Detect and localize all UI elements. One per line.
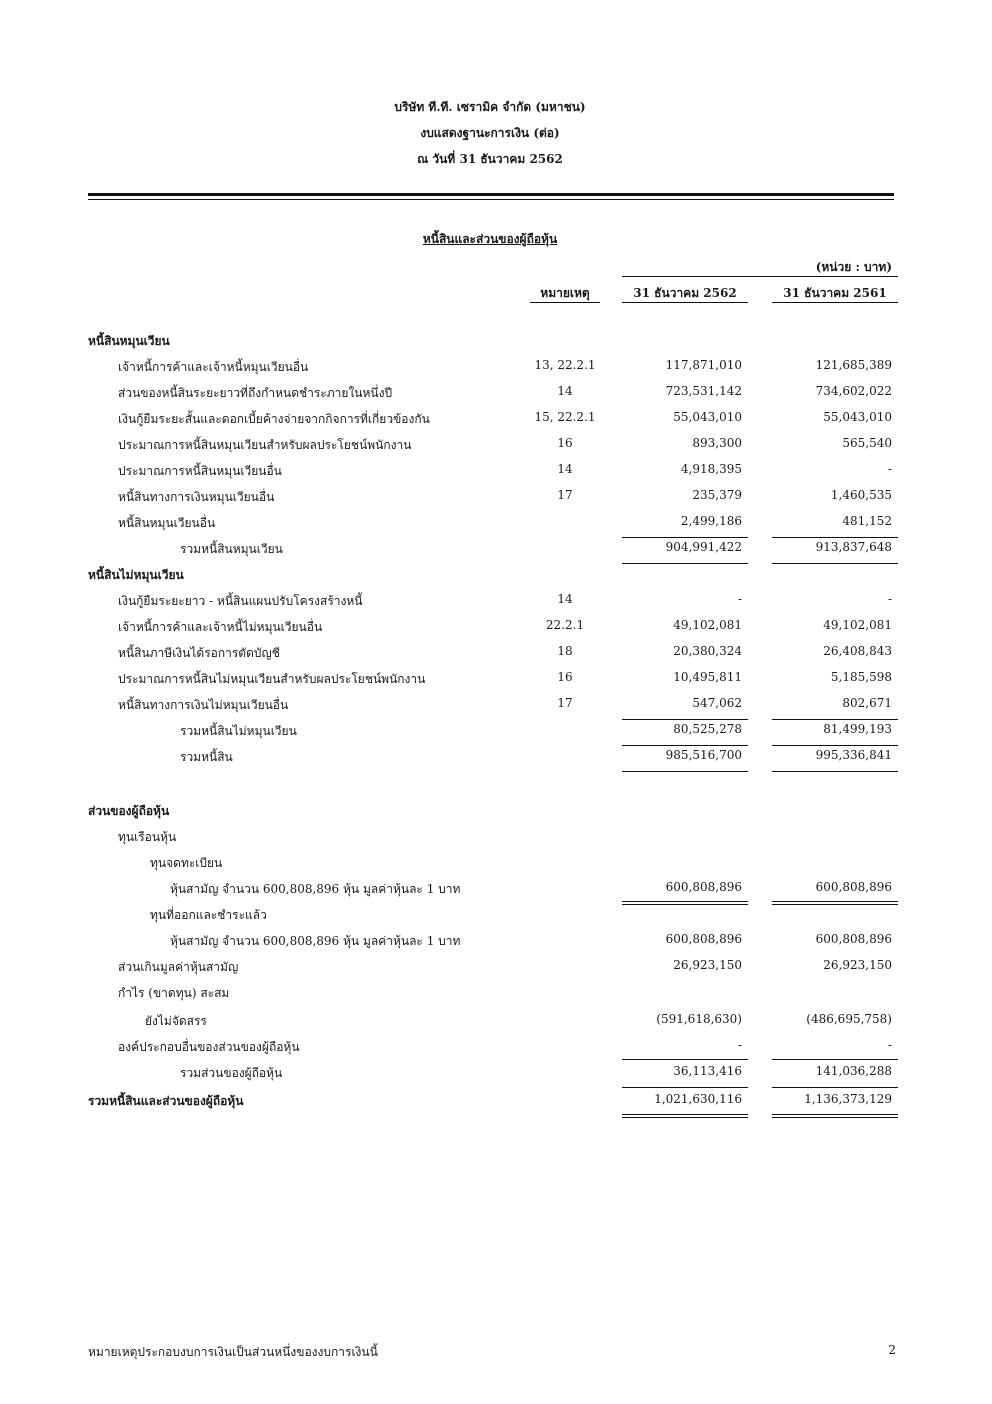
row-value-2562: - [737,592,742,606]
row-value-2561: - [887,1038,892,1052]
table-row [0,1012,992,1038]
row-label: รวมหนี้สินและส่วนของผู้ถือหุ้น [88,1094,244,1108]
subtotal-rule [772,1087,898,1088]
row-value-2561: 26,923,150 [823,958,892,972]
row-label: ส่วนเกินมูลค่าหุ้นสามัญ [118,960,239,974]
table-row [0,1038,992,1064]
row-value-2561: 121,685,389 [815,358,892,372]
row-label: ประมาณการหนี้สินไม่หมุนเวียนสำหรับผลประโยชน์พนักงาน [118,672,426,686]
double-rule [622,1117,748,1118]
row-note: 16 [557,670,573,684]
table-row [0,984,992,1010]
table-row [0,358,992,384]
header-rule-thin [88,199,894,200]
table-row [0,932,992,958]
row-value-2562: 985,516,700 [665,748,742,762]
row-label: ทุนจดทะเบียน [150,856,223,870]
table-row [0,802,992,828]
table-row [0,670,992,696]
unit-rule [622,276,898,277]
row-value-2561: 481,152 [842,514,892,528]
subtotal-rule [772,771,898,772]
row-label: รวมหนี้สินหมุนเวียน [180,542,283,556]
table-row [0,488,992,514]
col-header-note: หมายเหตุ [540,286,590,300]
row-note: 14 [557,592,573,606]
row-label: กำไร (ขาดทุน) สะสม [118,986,230,1000]
table-row [0,436,992,462]
row-value-2561: 600,808,896 [815,880,892,894]
row-label: เจ้าหนี้การค้าและเจ้าหนี้ไม่หมุนเวียนอื่น [118,620,323,634]
row-value-2562: 1,021,630,116 [654,1092,742,1106]
row-value-2562: 235,379 [692,488,742,502]
row-value-2562: - [737,1038,742,1052]
row-value-2562: 600,808,896 [665,880,742,894]
row-label: ส่วนของหนี้สินระยะยาวที่ถึงกำหนดชำระภายในหนึ่งปี [118,386,393,400]
row-value-2561: 81,499,193 [823,722,892,736]
row-label: หุ้นสามัญ จำนวน 600,808,896 หุ้น มูลค่าหุ้นละ 1 บาท [170,934,461,948]
subtotal-rule [622,1059,748,1060]
row-note: 18 [557,644,573,658]
subtotal-rule [772,719,898,720]
col-header-2561: 31 ธันวาคม 2561 [783,286,887,300]
row-value-2561: 600,808,896 [815,932,892,946]
table-row [0,644,992,670]
subtotal-rule [772,745,898,746]
row-value-2562: 547,062 [692,696,742,710]
unit-label: (หน่วย : บาท) [815,260,892,274]
row-value-2561: (486,695,758) [806,1012,892,1026]
table-row [0,462,992,488]
subtotal-rule [622,719,748,720]
row-note: 17 [557,696,573,710]
row-value-2561: 55,043,010 [823,410,892,424]
subtotal-rule [622,537,748,538]
row-label: เงินกู้ยืมระยะยาว - หนี้สินแผนปรับโครงสร้างหนี้ [118,594,363,608]
row-label: ยังไม่จัดสรร [145,1014,207,1028]
row-note: 16 [557,436,573,450]
subtotal-rule [622,1087,748,1088]
row-note: 13, 22.2.1 [534,358,596,372]
row-label: เจ้าหนี้การค้าและเจ้าหนี้หมุนเวียนอื่น [118,360,309,374]
row-value-2562: 80,525,278 [673,722,742,736]
table-row [0,410,992,436]
table-row [0,906,992,932]
row-label: หนี้สินทางการเงินไม่หมุนเวียนอื่น [118,698,289,712]
row-label: ประมาณการหนี้สินหมุนเวียนสำหรับผลประโยชน์พนักงาน [118,438,412,452]
row-value-2562: 36,113,416 [673,1064,742,1078]
row-note: 14 [557,462,573,476]
table-row [0,958,992,984]
double-rule [772,904,898,905]
subtotal-rule [772,1059,898,1060]
statement-date: ณ วันที่ 31 ธันวาคม 2562 [417,152,563,166]
row-label: รวมหนี้สินไม่หมุนเวียน [180,724,297,738]
row-note: 14 [557,384,573,398]
row-value-2561: 26,408,843 [823,644,892,658]
col-rule-note [530,302,600,303]
col-header-2562: 31 ธันวาคม 2562 [633,286,737,300]
row-value-2562: 26,923,150 [673,958,742,972]
row-value-2562: 4,918,395 [680,462,742,476]
row-value-2562: 600,808,896 [665,932,742,946]
header-rule-thick [88,193,894,196]
subtotal-rule [622,745,748,746]
row-value-2562: 10,495,811 [673,670,742,684]
subtotal-rule [772,537,898,538]
statement-title: งบแสดงฐานะการเงิน (ต่อ) [420,126,560,140]
row-value-2561: - [887,592,892,606]
row-value-2562: 723,531,142 [665,384,742,398]
row-label: หนี้สินหมุนเวียนอื่น [118,516,216,530]
row-value-2562: 893,300 [692,436,742,450]
row-value-2561: 1,136,373,129 [804,1092,892,1106]
row-value-2562: 117,871,010 [665,358,742,372]
row-label: ส่วนของผู้ถือหุ้น [88,804,170,818]
row-value-2561: 734,602,022 [815,384,892,398]
row-value-2562: 20,380,324 [673,644,742,658]
row-value-2561: 802,671 [842,696,892,710]
subtotal-rule [622,771,748,772]
row-note: 17 [557,488,573,502]
row-label: หนี้สินไม่หมุนเวียน [88,568,184,582]
row-label: หนี้สินภาษีเงินได้รอการตัดบัญชี [118,646,280,660]
row-value-2561: 5,185,598 [830,670,892,684]
table-row [0,880,992,906]
row-value-2562: 49,102,081 [673,618,742,632]
table-row [0,618,992,644]
footer-note: หมายเหตุประกอบงบการเงินเป็นส่วนหนึ่งของงบการเงินนี้ [88,1345,378,1359]
table-row [0,566,992,592]
double-rule [622,901,748,902]
table-row [0,854,992,880]
row-label: รวมส่วนของผู้ถือหุ้น [180,1066,283,1080]
section-title: หนี้สินและส่วนของผู้ถือหุ้น [422,232,558,246]
row-value-2561: 49,102,081 [823,618,892,632]
row-label: หนี้สินทางการเงินหมุนเวียนอื่น [118,490,275,504]
subtotal-rule [622,563,748,564]
row-value-2562: 55,043,010 [673,410,742,424]
row-value-2561: 913,837,648 [815,540,892,554]
page-number: 2 [888,1343,896,1357]
row-label: รวมหนี้สิน [180,750,233,764]
subtotal-rule [772,563,898,564]
row-value-2561: 565,540 [842,436,892,450]
row-label: หุ้นสามัญ จำนวน 600,808,896 หุ้น มูลค่าหุ้นละ 1 บาท [170,882,461,896]
double-rule [622,1114,748,1115]
row-label: เงินกู้ยืมระยะสั้นและดอกเบี้ยค้างจ่ายจากกิจการที่เกี่ยวข้องกัน [118,412,430,426]
row-label: ประมาณการหนี้สินหมุนเวียนอื่น [118,464,282,478]
double-rule [772,901,898,902]
row-label: หนี้สินหมุนเวียน [88,334,170,348]
row-note: 15, 22.2.1 [534,410,596,424]
row-value-2562: 2,499,186 [680,514,742,528]
col-rule-2562 [622,302,748,303]
table-row [0,592,992,618]
row-label: องค์ประกอบอื่นของส่วนของผู้ถือหุ้น [118,1040,300,1054]
row-note: 22.2.1 [545,618,585,632]
double-rule [772,1114,898,1115]
row-value-2561: 995,336,841 [815,748,892,762]
row-value-2561: - [887,462,892,476]
row-label: ทุนที่ออกและชำระแล้ว [150,908,267,922]
row-value-2562: 904,991,422 [665,540,742,554]
row-value-2561: 1,460,535 [830,488,892,502]
table-row [0,828,992,854]
table-row [0,332,992,358]
row-value-2562: (591,618,630) [656,1012,742,1026]
row-value-2561: 141,036,288 [815,1064,892,1078]
table-row [0,384,992,410]
double-rule [772,1117,898,1118]
double-rule [622,904,748,905]
col-rule-2561 [772,302,898,303]
company-name: บริษัท ที.ที. เซรามิค จำกัด (มหาชน) [394,100,586,114]
row-label: ทุนเรือนหุ้น [118,830,177,844]
